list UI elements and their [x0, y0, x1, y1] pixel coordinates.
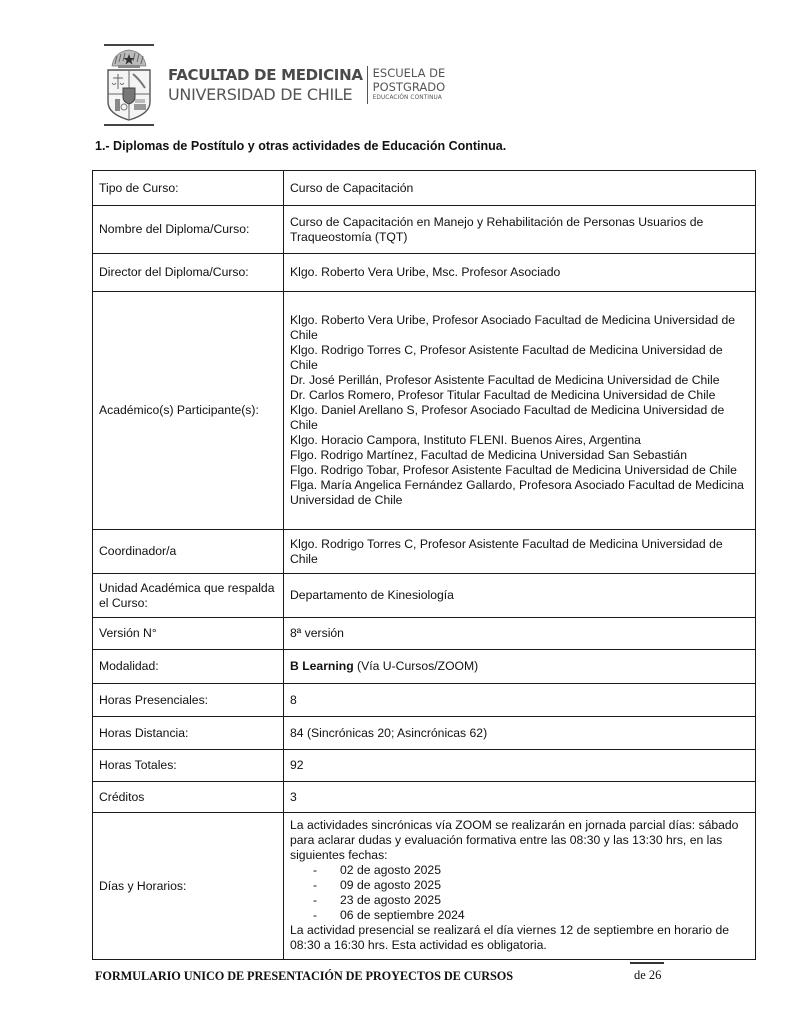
- table-row: [93, 717, 756, 750]
- table-row: [93, 254, 756, 292]
- row-label-in-person-hours: Horas Presenciales:: [93, 684, 284, 717]
- logo-school-line2: POSTGRADO: [372, 79, 446, 94]
- schedule-outro: La actividad presencial se realizará el día viernes 12 de septiembre en horario de 08:30 a 16:30 hrs. Esta actividad es obligatoria.: [290, 922, 730, 952]
- table-row: [93, 206, 756, 254]
- row-value-course-name: Curso de Capacitación en Manejo y Rehabilitación de Personas Usuarios de Traqueostomía (TQT): [284, 206, 756, 254]
- schedule-date-item: - 06 de septiembre 2024: [313, 907, 465, 922]
- table-row: [93, 813, 756, 960]
- table-row: [93, 782, 756, 813]
- logo-school-line1: ESCUELA DE: [372, 66, 446, 81]
- row-label-coordinator: Coordinador/a: [93, 530, 284, 574]
- table-row: [93, 618, 756, 650]
- modality-type: B Learning: [290, 659, 354, 673]
- table-row: [93, 750, 756, 782]
- schedule-intro: La actividades sincrónicas vía ZOOM se realizarán en jornada parcial días: sábado para aclarar dudas y evaluación formativa entre las 08:30 y las 13:30 hrs, en las siguientes fechas:: [290, 817, 739, 862]
- participant-item: Klgo. Rodrigo Torres C, Profesor Asistente Facultad de Medicina Universidad de Chile: [290, 343, 723, 372]
- footer-page-rule: [630, 962, 664, 964]
- table-row: [93, 574, 756, 618]
- row-label-participants: Académico(s) Participante(s):: [93, 292, 284, 530]
- row-value-in-person-hours: 8: [284, 684, 756, 717]
- university-crest-icon: [100, 42, 158, 128]
- schedule-dates-list: [290, 863, 749, 923]
- row-value-schedule: [284, 813, 756, 960]
- row-value-total-hours: 92: [284, 750, 756, 782]
- participant-item: Dr. José Perillán, Profesor Asistente Facultad de Medicina Universidad de Chile: [290, 373, 720, 387]
- table-row: [93, 171, 756, 206]
- bullet-dash: -: [313, 877, 318, 892]
- modality-platform: (Vía U-Cursos/ZOOM): [353, 659, 479, 673]
- row-value-distance-hours: 84 (Sincrónicas 20; Asincrónicas 62): [284, 717, 756, 750]
- row-value-version: 8ª versión: [284, 618, 756, 650]
- footer-form-title: FORMULARIO UNICO DE PRESENTACIÓN DE PROYECTOS DE CURSOS: [95, 969, 513, 983]
- participant-item: Klgo. Horacio Campora, Instituto FLENI. Buenos Aires, Argentina: [290, 433, 641, 447]
- row-value-coordinator: Klgo. Rodrigo Torres C, Profesor Asistente Facultad de Medicina Universidad de Chile: [284, 530, 756, 574]
- row-label-schedule: Días y Horarios:: [93, 813, 284, 960]
- footer-page-number: de 26: [634, 968, 662, 982]
- row-label-total-hours: Horas Totales:: [93, 750, 284, 782]
- participant-item: Klgo. Daniel Arellano S, Profesor Asociado Facultad de Medicina Universidad de Chile: [290, 403, 725, 432]
- course-info-table: [92, 170, 756, 960]
- row-label-distance-hours: Horas Distancia:: [93, 717, 284, 750]
- faculty-logo: [100, 42, 445, 128]
- participant-item: Klgo. Roberto Vera Uribe, Profesor Asociado Facultad de Medicina Universidad de Chile: [290, 313, 736, 342]
- logo-school-subtitle: EDUCACIÓN CONTINUA: [372, 95, 442, 102]
- row-value-course-type: Curso de Capacitación: [284, 171, 756, 206]
- participant-item: Flgo. Rodrigo Martínez, Facultad de Medicina Universidad San Sebastián: [290, 448, 687, 462]
- logo-faculty-name: FACULTAD DE MEDICINA: [168, 65, 363, 84]
- row-label-course-type: Tipo de Curso:: [93, 171, 284, 206]
- participant-item: Dr. Carlos Romero, Profesor Titular Facultad de Medicina Universidad de Chile: [290, 388, 716, 402]
- row-label-version: Versión N°: [93, 618, 284, 650]
- table-row: [93, 684, 756, 717]
- row-label-director: Director del Diploma/Curso:: [93, 254, 284, 292]
- bullet-dash: -: [313, 862, 318, 877]
- row-value-academic-unit: Departamento de Kinesiología: [284, 574, 756, 618]
- row-label-credits: Créditos: [93, 782, 284, 813]
- row-label-course-name: Nombre del Diploma/Curso:: [93, 206, 284, 254]
- logo-university-name: UNIVERSIDAD DE CHILE: [168, 84, 353, 104]
- bullet-dash: -: [313, 892, 318, 907]
- row-value-modality: [284, 650, 756, 684]
- row-label-academic-unit: Unidad Académica que respalda el Curso:: [93, 574, 284, 618]
- row-value-director: Klgo. Roberto Vera Uribe, Msc. Profesor Asociado: [284, 254, 756, 292]
- row-value-participants: [284, 292, 756, 530]
- row-value-credits: 3: [284, 782, 756, 813]
- schedule-date-item: - 02 de agosto 2025: [313, 862, 441, 877]
- table-row: [93, 292, 756, 530]
- participant-item: Flgo. Rodrigo Tobar, Profesor Asistente Facultad de Medicina Universidad de Chile: [290, 463, 737, 477]
- table-row: [93, 650, 756, 684]
- section-title: 1.- Diplomas de Postítulo y otras actividades de Educación Continua.: [95, 139, 507, 153]
- schedule-date-item: - 23 de agosto 2025: [313, 892, 441, 907]
- logo-text: [168, 66, 445, 104]
- bullet-dash: -: [313, 907, 318, 922]
- schedule-date-item: - 09 de agosto 2025: [313, 877, 441, 892]
- table-row: [93, 530, 756, 574]
- participant-item: Flga. María Angelica Fernández Gallardo, Profesora Asociado Facultad de Medicina Universidad de Chile: [290, 478, 744, 507]
- logo-divider: [367, 66, 368, 104]
- row-label-modality: Modalidad:: [93, 650, 284, 684]
